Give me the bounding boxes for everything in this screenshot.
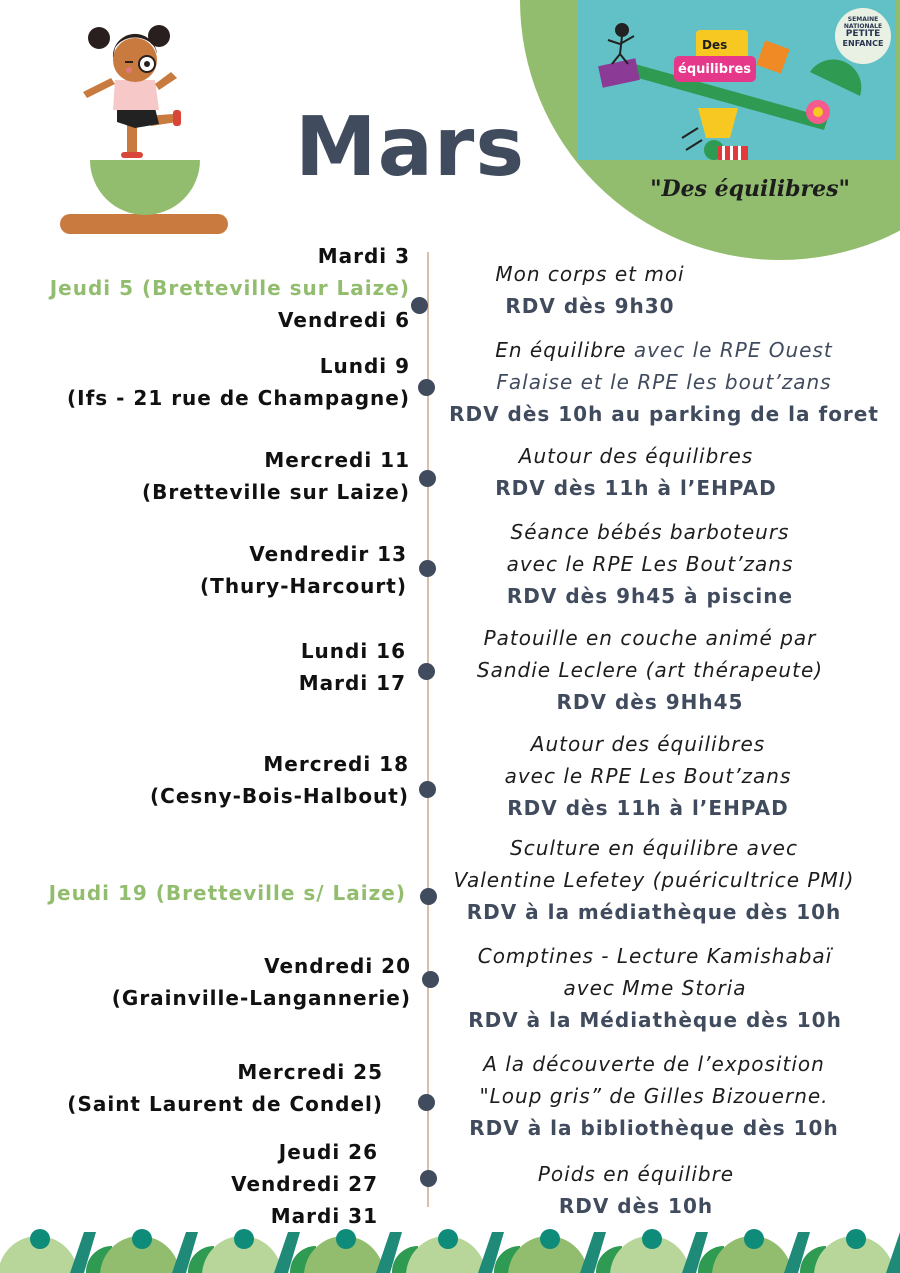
event-date-line: Vendredi 6 bbox=[278, 308, 410, 332]
event-date-line: Mercredi 18 bbox=[263, 752, 409, 776]
event-description: avec le RPE Les Bout’zans bbox=[504, 764, 792, 788]
event-description: Mon corps et moi bbox=[495, 262, 685, 286]
child-balance-illustration bbox=[55, 18, 235, 238]
event-details bbox=[434, 334, 894, 430]
event-date-line: (Saint Laurent de Condel) bbox=[67, 1092, 383, 1116]
decorative-bottom-band bbox=[0, 1226, 900, 1273]
timeline-dot bbox=[418, 379, 435, 396]
event-date-line: (Grainville-Langannerie) bbox=[111, 986, 411, 1010]
event-date-line: Mardi 17 bbox=[298, 671, 406, 695]
event-description: Valentine Lefetey (puéricultrice PMI) bbox=[453, 868, 855, 892]
event-dates bbox=[49, 877, 406, 909]
event-description: Sculture en équilibre avec bbox=[510, 836, 798, 860]
event-date-line: (Cesny-Bois-Halbout) bbox=[150, 784, 409, 808]
badge-line: NATIONALE bbox=[843, 23, 883, 30]
event-description: A la découverte de l’exposition bbox=[483, 1052, 825, 1076]
band-shape bbox=[540, 1229, 560, 1249]
poster-badge bbox=[840, 16, 886, 48]
event-date-line: Lundi 9 bbox=[319, 354, 410, 378]
event-date-line: Vendredir 13 bbox=[249, 542, 407, 566]
event-details bbox=[406, 440, 866, 504]
event-details bbox=[406, 1158, 866, 1222]
event-description: Patouille en couche animé par bbox=[483, 626, 817, 650]
band-shape bbox=[336, 1229, 356, 1249]
event-description: Comptines - Lecture Kamishabaï bbox=[477, 944, 833, 968]
event-dates bbox=[299, 635, 406, 699]
event-description: "Loup gris” de Gilles Bizouerne. bbox=[479, 1084, 829, 1108]
event-rdv: RDV à la médiathèque dès 10h bbox=[466, 900, 842, 924]
event-rdv: RDV à la Médiathèque dès 10h bbox=[468, 1008, 842, 1032]
badge-line: PETITE bbox=[845, 29, 881, 39]
event-rdv: RDV dès 11h à l’EHPAD bbox=[507, 796, 789, 820]
event-rdv: RDV dès 11h à l’EHPAD bbox=[495, 476, 777, 500]
event-date-line: Jeudi 5 (Bretteville sur Laize) bbox=[49, 276, 410, 300]
event-date-line: (Thury-Harcourt) bbox=[200, 574, 407, 598]
event-description: Sandie Leclere (art thérapeute) bbox=[476, 658, 824, 682]
event-description: avec le RPE Les Bout’zans bbox=[506, 552, 794, 576]
event-rdv: RDV à la bibliothèque dès 10h bbox=[469, 1116, 839, 1140]
badge-line: SEMAINE bbox=[847, 16, 879, 23]
event-description: Poids en équilibre bbox=[537, 1162, 735, 1186]
event-rdv: RDV dès 9h30 bbox=[505, 294, 675, 318]
event-dates bbox=[67, 1056, 383, 1120]
event-description: Autour des équilibres bbox=[530, 732, 766, 756]
event-date-line: Jeudi 19 (Bretteville s/ Laize) bbox=[48, 881, 406, 905]
event-date-line: Vendredi 27 bbox=[231, 1172, 378, 1196]
event-date-line: Jeudi 26 bbox=[278, 1140, 378, 1164]
event-details bbox=[420, 622, 880, 718]
event-dates bbox=[112, 950, 411, 1014]
event-date-line: Mercredi 25 bbox=[237, 1060, 383, 1084]
event-dates bbox=[150, 748, 409, 812]
event-description bbox=[434, 366, 894, 398]
event-rdv: RDV dès 9h45 à piscine bbox=[506, 584, 794, 608]
event-description bbox=[434, 334, 894, 366]
event-dates bbox=[231, 1136, 378, 1232]
event-details bbox=[425, 940, 885, 1036]
band-shape bbox=[234, 1229, 254, 1249]
event-dates bbox=[142, 444, 410, 508]
band-shape bbox=[642, 1229, 662, 1249]
event-date-line: (Bretteville sur Laize) bbox=[141, 480, 410, 504]
event-description-partner: avec le RPE Ouest bbox=[633, 338, 833, 362]
event-dates bbox=[67, 350, 410, 414]
band-shape bbox=[846, 1229, 866, 1249]
poster-title-equilibres: équilibres bbox=[678, 62, 752, 77]
event-dates bbox=[200, 538, 407, 602]
event-details bbox=[360, 258, 820, 322]
event-date-line: Mardi 31 bbox=[270, 1204, 378, 1228]
event-description-partner: Falaise et le RPE les bout’zans bbox=[496, 370, 832, 394]
event-description: avec Mme Storia bbox=[563, 976, 747, 1000]
band-shape bbox=[132, 1229, 152, 1249]
event-description: Autour des équilibres bbox=[518, 444, 754, 468]
month-title: Mars bbox=[295, 100, 526, 195]
event-details bbox=[424, 1048, 884, 1144]
badge-line: ENFANCE bbox=[842, 39, 884, 48]
event-date-line: Vendredi 20 bbox=[264, 954, 411, 978]
event-details bbox=[418, 728, 878, 824]
band-shape bbox=[744, 1229, 764, 1249]
poster-image bbox=[578, 0, 896, 160]
event-description-part: En équilibre bbox=[495, 338, 634, 362]
band-shape bbox=[30, 1229, 50, 1249]
poster-title-des: Des bbox=[702, 38, 728, 52]
theme-title: "Des équilibres" bbox=[650, 176, 850, 202]
event-rdv: RDV dès 10h bbox=[558, 1194, 714, 1218]
event-date-line: Lundi 16 bbox=[300, 639, 406, 663]
event-dates bbox=[50, 240, 410, 336]
event-date-line: (Ifs - 21 rue de Champagne) bbox=[66, 386, 410, 410]
event-date-line: Mercredi 11 bbox=[264, 448, 410, 472]
event-rdv: RDV dès 10h au parking de la foret bbox=[449, 402, 879, 426]
band-shape bbox=[438, 1229, 458, 1249]
event-details bbox=[420, 516, 880, 612]
event-rdv: RDV dès 9Hh45 bbox=[556, 690, 744, 714]
event-details bbox=[424, 832, 884, 928]
event-description: Séance bébés barboteurs bbox=[510, 520, 790, 544]
event-date-line: Mardi 3 bbox=[317, 244, 410, 268]
